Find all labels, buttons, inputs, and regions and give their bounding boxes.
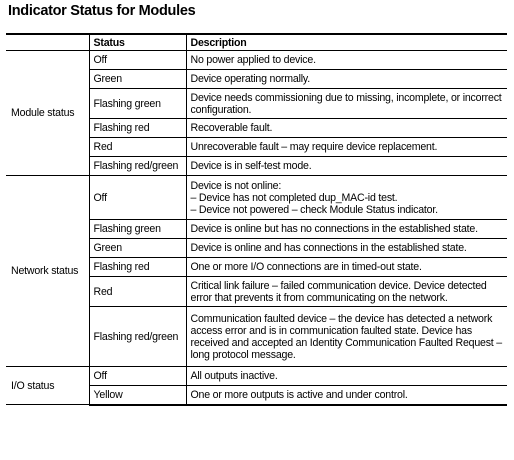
group-header — [6, 34, 89, 51]
status-cell: Flashing green — [89, 89, 186, 119]
description-line: No power applied to device. — [190, 54, 316, 66]
description-cell — [186, 119, 507, 138]
status-cell: Green — [89, 70, 186, 89]
group-label: Module status — [6, 51, 89, 176]
status-cell: Off — [89, 51, 186, 70]
description-line: Device is not online: — [190, 179, 282, 192]
description-cell — [186, 258, 507, 277]
status-cell: Off — [89, 367, 186, 386]
description-cell — [186, 157, 507, 176]
description-line: One or more outputs is active and under control. — [190, 388, 408, 401]
description-cell — [186, 386, 507, 405]
description-cell — [186, 70, 507, 89]
description-line: Unrecoverable fault – may require device replacement. — [190, 141, 438, 153]
indicator-status-table — [6, 33, 507, 406]
description-line: access error and is in communication faulted state. Device has — [190, 324, 472, 337]
description-cell — [186, 277, 507, 307]
description-line: Device operating normally. — [190, 73, 310, 85]
description-line: Communication faulted device – the device has detected a network — [190, 312, 493, 325]
group-label: I/O status — [6, 367, 89, 405]
description-cell — [186, 307, 507, 367]
status-cell: Yellow — [89, 386, 186, 405]
description-line: Recoverable fault. — [190, 122, 273, 134]
description-header: Description — [186, 34, 507, 51]
status-cell: Flashing red — [89, 119, 186, 138]
status-cell: Green — [89, 239, 186, 258]
table-row — [6, 51, 507, 70]
description-line: – Device not powered – check Module Status indicator. — [190, 203, 438, 216]
description-cell — [186, 89, 507, 119]
table-row — [6, 176, 507, 220]
status-cell: Red — [89, 138, 186, 157]
status-cell: Off — [89, 176, 186, 220]
table-row — [6, 367, 507, 386]
description-line: All outputs inactive. — [190, 370, 278, 382]
status-cell: Flashing green — [89, 220, 186, 239]
description-line: Device needs commissioning due to missing, incomplete, or incorrect — [190, 91, 502, 104]
description-line: configuration. — [190, 103, 252, 116]
description-cell — [186, 239, 507, 258]
status-cell: Flashing red/green — [89, 307, 186, 367]
page-title: Indicator Status for Modules — [8, 3, 196, 19]
description-line: – Device has not completed dup_MAC-id test. — [190, 191, 398, 204]
description-cell — [186, 220, 507, 239]
description-cell — [186, 367, 507, 386]
description-line: Device is online and has connections in the established state. — [190, 242, 467, 254]
description-line: Critical link failure – failed communication device. Device detected — [190, 279, 487, 292]
description-line: One or more I/O connections are in timed-out state. — [190, 261, 422, 273]
description-line: long protocol message. — [190, 348, 296, 361]
status-header: Status — [89, 34, 186, 51]
description-line: Device is in self-test mode. — [190, 160, 312, 172]
table-body — [6, 51, 507, 405]
description-line: error that prevents it from communicating on the network. — [190, 291, 448, 304]
table-header-row — [6, 34, 507, 51]
description-cell — [186, 51, 507, 70]
status-cell: Flashing red — [89, 258, 186, 277]
status-cell: Flashing red/green — [89, 157, 186, 176]
description-line: Device is online but has no connections in the established state. — [190, 223, 478, 235]
description-line: received and accepted an Identity Communication Faulted Request – — [190, 336, 502, 349]
description-cell — [186, 176, 507, 220]
status-cell: Red — [89, 277, 186, 307]
description-cell — [186, 138, 507, 157]
group-label: Network status — [6, 176, 89, 367]
